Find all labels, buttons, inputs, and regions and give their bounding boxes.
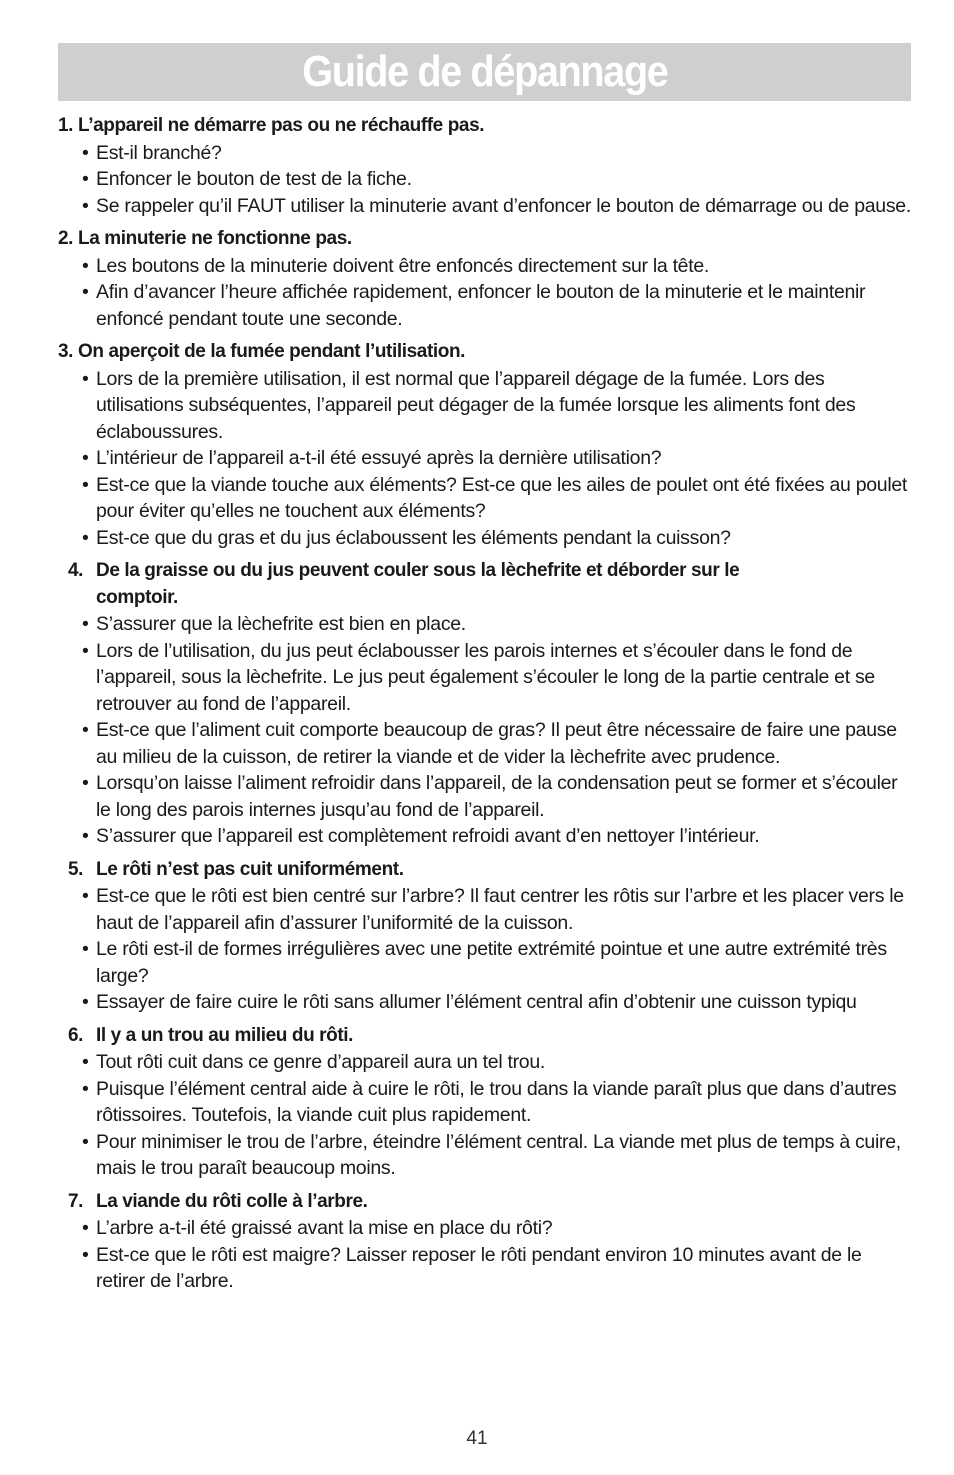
list-item	[58, 366, 914, 446]
list-item-text: Le rôti est-il de formes irrégulières avec une petite extrémité pointue et une autre extrémité très large?	[96, 938, 887, 987]
list-item-text: Pour minimiser le trou de l’arbre, éteindre l’élément central. La viande met plus de temps à cuire, mais le trou paraît beaucoup moins.	[96, 1130, 901, 1179]
page-title: Guide de dépannage	[301, 47, 668, 96]
list-item	[58, 770, 914, 823]
section-heading-text: La minuterie ne fonctionne pas.	[78, 228, 352, 249]
section-heading-text: L’appareil ne démarre pas ou ne réchauffe pas.	[78, 115, 485, 136]
section-heading	[58, 1023, 914, 1050]
list-item	[58, 140, 914, 167]
list-item	[58, 989, 914, 1016]
bullet-icon: •	[82, 991, 89, 1013]
bullet-icon: •	[82, 719, 89, 741]
page-number: 41	[466, 1428, 488, 1449]
list-item	[58, 1049, 914, 1076]
list-item	[58, 823, 914, 850]
section-number: 6.	[68, 1024, 84, 1046]
list-item-text: Est-ce que la viande touche aux éléments? Est-ce que les ailes de poulet ont été fixées au poulet pour éviter qu’elles ne touchent aux éléments?	[96, 473, 908, 522]
list-item-text: Lors de l’utilisation, du jus peut éclabousser les parois internes et s’écouler dans le fond de l’appareil, sous la lèchefrite. Le jus peut également s’écouler le long de la partie centrale et se retrouver au fond de l’appareil.	[96, 639, 875, 715]
list-item	[58, 1242, 914, 1295]
bullet-icon: •	[82, 825, 89, 847]
list-item	[58, 936, 914, 989]
list-item	[58, 1129, 914, 1182]
list-item	[58, 279, 914, 332]
section-heading-text: Le rôti n’est pas cuit uniformément.	[96, 858, 404, 880]
list-item-text: Se rappeler qu’il FAUT utiliser la minuterie avant d’enfoncer le bouton de démarrage ou de pause.	[96, 194, 911, 217]
section-4	[58, 558, 914, 850]
list-item-text: Les boutons de la minuterie doivent être enfoncés directement sur la tête.	[96, 254, 710, 277]
list-item	[58, 193, 914, 220]
list-item-text: Est-ce que du gras et du jus éclaboussent les éléments pendant la cuisson?	[96, 526, 731, 549]
section-heading-text: Il y a un trou au milieu du rôti.	[96, 1024, 354, 1046]
section-number: 4.	[68, 560, 84, 581]
troubleshooting-content	[58, 113, 914, 1302]
list-item	[58, 472, 914, 525]
section-heading-text: De la graisse ou du jus peuvent couler sous la lèchefrite et déborder sur le comptoir.	[96, 560, 740, 608]
list-item	[58, 638, 914, 718]
bullet-icon: •	[82, 1130, 89, 1153]
section-heading	[58, 113, 914, 140]
bullet-icon: •	[82, 938, 89, 960]
list-item-text: Tout rôti cuit dans ce genre d’appareil aura un tel trou.	[96, 1051, 546, 1073]
list-item-text: Est-il branché?	[96, 141, 222, 164]
bullet-icon: •	[82, 1051, 89, 1073]
section-number: 3.	[58, 341, 74, 362]
list-item-text: Lors de la première utilisation, il est normal que l’appareil dégage de la fumée. Lors des utilisations subséquentes, l’appareil peut dégager de la fumée lorsque les aliments font des éclaboussures.	[96, 367, 856, 443]
section-heading	[58, 857, 914, 884]
list-item-text: Est-ce que le rôti est maigre? Laisser reposer le rôti pendant environ 10 minutes avant de le retirer de l’arbre.	[96, 1243, 862, 1292]
list-item-text: Afin d’avancer l’heure affichée rapidement, enfoncer le bouton de la minuterie et le maintenir enfoncé pendant toute une seconde.	[96, 281, 866, 330]
bullet-icon: •	[82, 613, 89, 635]
list-item	[58, 611, 914, 638]
list-item-text: Est-ce que l’aliment cuit comporte beaucoup de gras? Il peut être nécessaire de faire une pause au milieu de la cuisson, de retirer la viande et de vider la lèchefrite avec prudence.	[96, 719, 897, 768]
section-7	[58, 1189, 914, 1295]
list-item	[58, 1076, 914, 1129]
section-3	[58, 339, 914, 551]
bullet-icon: •	[82, 141, 89, 164]
list-item-text: Puisque l’élément central aide à cuire le rôti, le trou dans la viande paraît plus que dans d’autres rôtissoires. Toutefois, la viande cuit plus rapidement.	[96, 1077, 897, 1126]
section-6	[58, 1023, 914, 1182]
list-item	[58, 717, 914, 770]
bullet-icon: •	[82, 1243, 89, 1266]
section-heading-text: On aperçoit de la fumée pendant l’utilisation.	[78, 341, 466, 362]
list-item	[58, 253, 914, 280]
section-heading	[58, 1189, 914, 1216]
list-item	[58, 525, 914, 552]
bullet-icon: •	[82, 885, 89, 907]
list-item	[58, 166, 914, 193]
list-item	[58, 445, 914, 472]
bullet-icon: •	[82, 772, 89, 794]
list-item-text: L’intérieur de l’appareil a-t-il été essuyé après la dernière utilisation?	[96, 447, 662, 469]
bullet-icon: •	[82, 473, 89, 496]
bullet-icon: •	[82, 1077, 89, 1100]
bullet-icon: •	[82, 526, 89, 549]
bullet-icon: •	[82, 254, 89, 277]
section-number: 7.	[68, 1190, 84, 1212]
bullet-icon: •	[82, 194, 89, 217]
section-5	[58, 857, 914, 1016]
list-item	[58, 883, 914, 936]
list-item-text: Enfoncer le bouton de test de la fiche.	[96, 168, 412, 190]
bullet-icon: •	[82, 168, 89, 190]
list-item-text: Essayer de faire cuire le rôti sans allumer l’élément central afin d’obtenir une cuisson typiqu	[96, 991, 857, 1013]
list-item-text: S’assurer que l’appareil est complètement refroidi avant d’en nettoyer l’intérieur.	[96, 825, 760, 847]
section-heading	[58, 558, 914, 611]
section-number: 5.	[68, 858, 84, 880]
bullet-icon: •	[82, 367, 89, 390]
list-item-text: L’arbre a-t-il été graissé avant la mise en place du rôti?	[96, 1217, 553, 1239]
bullet-icon: •	[82, 281, 89, 303]
section-number: 2.	[58, 228, 74, 249]
section-heading	[58, 226, 914, 253]
bullet-icon: •	[82, 639, 89, 662]
title-bar	[58, 43, 911, 101]
bullet-icon: •	[82, 1217, 89, 1239]
list-item	[58, 1215, 914, 1242]
list-item-text: Lorsqu’on laisse l’aliment refroidir dans l’appareil, de la condensation peut se former et s’écouler le long des parois internes jusqu’au fond de l’appareil.	[96, 772, 898, 821]
section-heading	[58, 339, 914, 366]
bullet-icon: •	[82, 447, 89, 469]
section-2	[58, 226, 914, 332]
section-number: 1.	[58, 115, 74, 136]
section-1	[58, 113, 914, 219]
list-item-text: S’assurer que la lèchefrite est bien en place.	[96, 613, 466, 635]
list-item-text: Est-ce que le rôti est bien centré sur l’arbre? Il faut centrer les rôtis sur l’arbre et les placer vers le haut de l’appareil afin d’assurer l’uniformité de la cuisson.	[96, 885, 904, 934]
section-heading-text: La viande du rôti colle à l’arbre.	[96, 1190, 368, 1212]
